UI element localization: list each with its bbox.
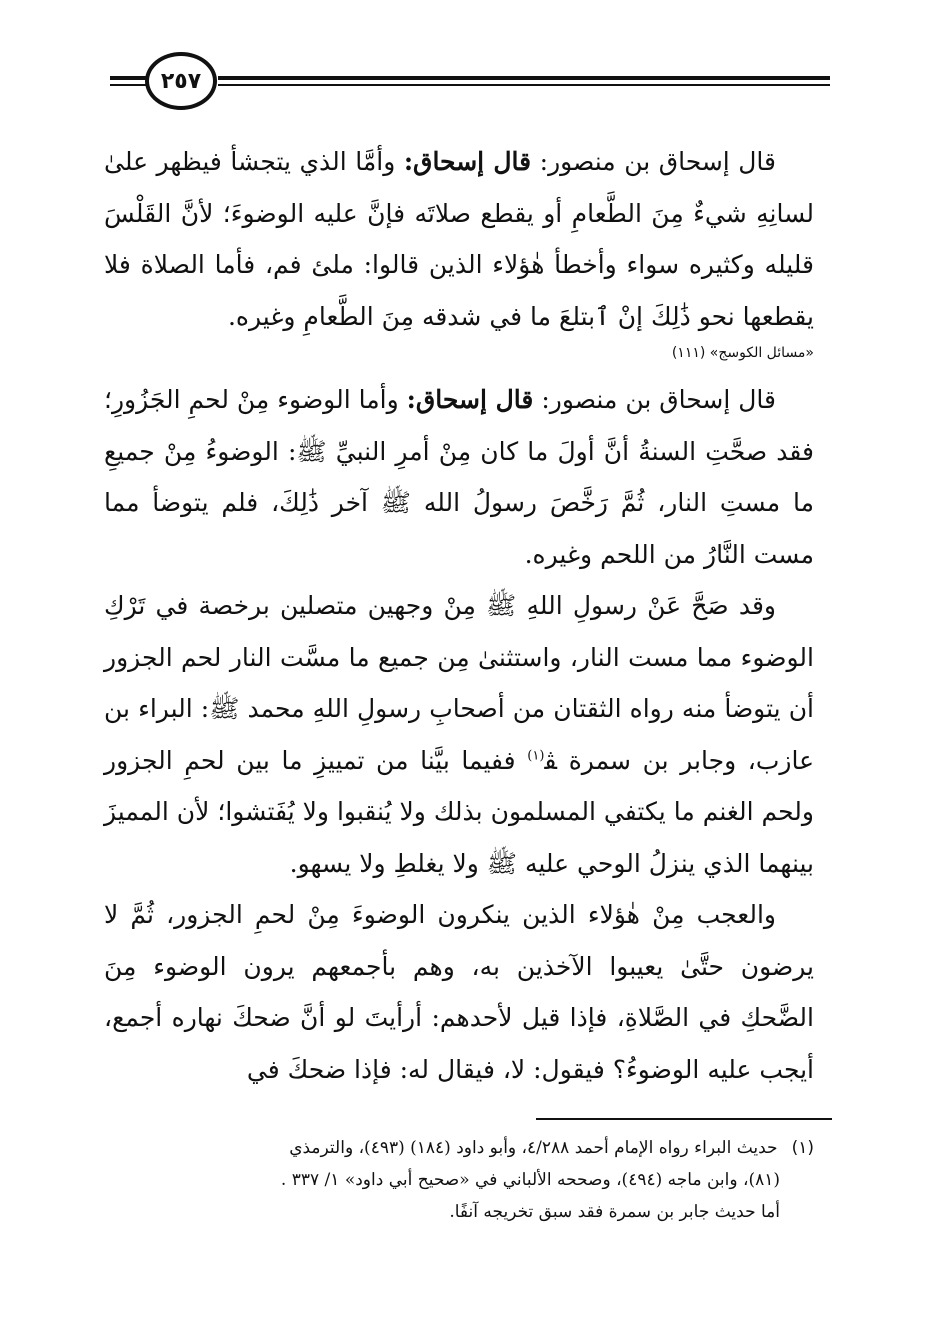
body-text xyxy=(104,136,814,1095)
source-reference: «مسائل الكوسج» (١١١) xyxy=(671,345,814,361)
paragraph-1 xyxy=(104,136,814,342)
footnote-1-line-2: (٨١)، وابن ماجه (٤٩٤)، وصححه الألباني في «صحيح أبي داود» ١/ ٣٣٧ . xyxy=(280,1170,780,1190)
speaker-label: قال إسحاق: xyxy=(403,147,532,176)
paragraph-4 xyxy=(104,889,814,1095)
paragraph-text: وقد صَحَّ عَنْ رسولِ اللهِ ﷺ مِنْ وجهين متصلين برخصة في تَرْكِ الوضوء مما مست النار، واستثنىٰ مِن جميع ما مسَّت النار لحم الجزور أن يتوضأ منه رواه الثقتان من أصحابِ رسولِ اللهِ محمد ﷺ: البراء بن عازب، وجابر بن سمرة ﭭ xyxy=(104,591,814,775)
header-rule-thick xyxy=(218,76,830,80)
paragraph-text: وأمَّا الذي يتجشأ فيظهر علىٰ لسانِهِ شيءٌ مِنَ الطَّعامِ أو يقطع صلاتَه فإنَّ عليه الوضوءَ؛ لأنَّ القَلْسَ قليله وكثيره سواء وأخطأ هٰؤلاء الذين قالوا: ملئ فم، فأما الصلاة فلا يقطعها نحو ذَٰلِكَ إنْ ٱبتلعَ ما في شدقه مِنَ الطَّعامِ وغيره. xyxy=(104,147,814,331)
paragraph-text: وأما الوضوء مِنْ لحمِ الجَزُورِ؛ فقد صحَّتِ السنةُ أنَّ أولَ ما كان مِنْ أمرِ النبيِّ ﷺ: الوضوءُ مِنْ جميعِ ما مستِ النار، ثُمَّ رَخَّصَ رسولُ الله ﷺ آخر ذَٰلِكَ، فلم يتوضأ مما مست النَّارُ من اللحم وغيره. xyxy=(104,385,814,569)
paragraph-text: والعجب مِنْ هٰؤلاء الذين ينكرون الوضوءَ مِنْ لحمِ الجزور، ثُمَّ لا يرضون حتَّىٰ يعيبوا الآخذين به، وهم بأجمعهم يرون الوضوء مِنَ الضَّحكِ في الصَّلاةِ، فإذا قيل لأحدهم: أرأيتَ لو أنَّ ضحكَ نهاره أجمع، أيجب عليه الوضوءُ؟ فيقول: لا، فيقال له: فإذا ضحكَ في xyxy=(104,900,814,1084)
footnote-1-line-1 xyxy=(104,1132,814,1164)
paragraph-lead: قال إسحاق بن منصور: xyxy=(541,385,777,414)
footnote-1-line-3: أما حديث جابر بن سمرة فقد سبق تخريجه آنفًا. xyxy=(449,1202,780,1222)
footnote-marker[interactable]: (١) xyxy=(527,748,545,764)
footnote-text: حديث البراء رواه الإمام أحمد ٤/٢٨٨، وأبو داود (١٨٤) (٤٩٣)، والترمذي xyxy=(289,1138,778,1158)
footnote-number: (١) xyxy=(791,1138,814,1158)
header-rule-thin xyxy=(110,84,146,86)
speaker-label: قال إسحاق: xyxy=(406,385,534,414)
footnote-divider xyxy=(536,1118,832,1120)
paragraph-3 xyxy=(104,580,814,889)
header-rule-thick xyxy=(110,76,146,80)
footnotes xyxy=(104,1132,814,1228)
paragraph-2 xyxy=(104,374,814,580)
paragraph-text: ففيما بيَّنا من تمييزِ ما بين لحمِ الجزور ولحم الغنم ما يكتفي المسلمون بذلك ولا يُنقبوا ولا يُفَتشوا؛ لأن المميزَ بينهما الذي ينزلُ الوحي عليه ﷺ ولا يغلطِ ولا يسهو. xyxy=(104,745,814,878)
header-rule-thin xyxy=(218,84,830,86)
page-number: ٢٥٧ xyxy=(145,52,217,110)
paragraph-lead: قال إسحاق بن منصور: xyxy=(539,147,776,176)
